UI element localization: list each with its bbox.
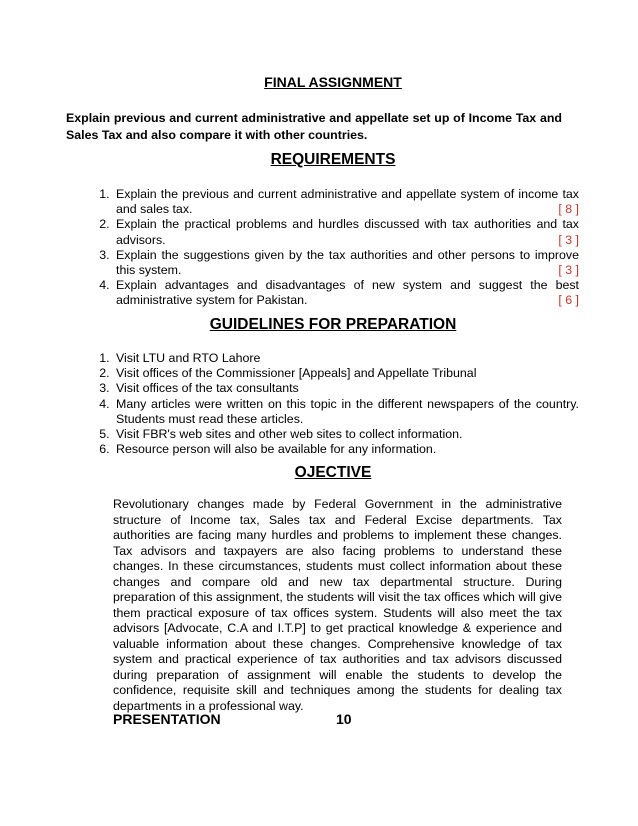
- requirement-marks: [ 8 ]: [558, 202, 579, 217]
- requirement-text: Explain the previous and current administrative and appellate system of income tax and sales tax.: [116, 187, 579, 217]
- requirements-list: [96, 187, 579, 309]
- requirement-text: Explain the practical problems and hurdles discussed with tax authorities and tax advisors.: [116, 217, 579, 247]
- objective-text: Revolutionary changes made by Federal Government in the administrative structure of Income tax, Sales tax and Federal Excise departments. Tax authorities are facing many hurdles and problems to implement these changes. Tax advisors and taxpayers are also facing problems to understand these changes. In these circumstances, students must collect information about these changes and compare old and new tax departmental structure. During preparation of this assignment, the students will visit the tax offices which will give them practical exposure of tax offices system. Students will also meet the tax advisors [Advocate, C.A and I.T.P] to get practical knowledge & experience and valuable information about these changes. Comprehensive knowledge of tax system and practical experience of tax authorities and tax advisors discussed during preparation of assignment will enable the students to develop the confidence, requisite skill and techniques among the students for dealing tax departments in a professional way.: [113, 497, 562, 713]
- assignment-intro: Explain previous and current administrative and appellate set up of Income Tax and Sales Tax and also compare it with other countries.: [66, 111, 562, 142]
- guidelines-list: [96, 351, 579, 457]
- requirement-marks: [ 3 ]: [558, 232, 579, 247]
- requirement-marks: [ 6 ]: [558, 293, 579, 308]
- requirement-marks: [ 3 ]: [558, 263, 579, 278]
- guideline-item: 1. Visit LTU and RTO Lahore: [113, 351, 579, 366]
- requirement-text: Explain the suggestions given by the tax authorities and other persons to improve this system.: [116, 247, 579, 278]
- guideline-item: 2. Visit offices of the Commissioner [Appeals] and Appellate Tribunal: [113, 366, 579, 381]
- page-title: FINAL ASSIGNMENT: [264, 74, 402, 90]
- requirement-item: [113, 187, 579, 217]
- requirement-item: [113, 217, 579, 247]
- presentation-label: PRESENTATION: [113, 711, 221, 727]
- requirement-text: Explain advantages and disadvantages of new system and suggest the best administrative system for Pakistan.: [116, 278, 579, 308]
- guideline-item: 3. Visit offices of the tax consultants: [113, 381, 579, 396]
- guideline-item: 4. Many articles were written on this topic in the different newspapers of the country. Students must read these articles.: [113, 397, 579, 427]
- guideline-item: 6. Resource person will also be available for any information.: [113, 442, 579, 457]
- requirement-item: [113, 248, 579, 278]
- presentation-score: 10: [336, 711, 352, 727]
- requirement-item: [113, 278, 579, 308]
- objective-heading: OJECTIVE: [294, 464, 372, 481]
- guidelines-heading: GUIDELINES FOR PREPARATION: [209, 316, 457, 333]
- requirements-heading: REQUIREMENTS: [270, 151, 396, 168]
- guideline-item: 5. Visit FBR's web sites and other web sites to collect information.: [113, 427, 579, 442]
